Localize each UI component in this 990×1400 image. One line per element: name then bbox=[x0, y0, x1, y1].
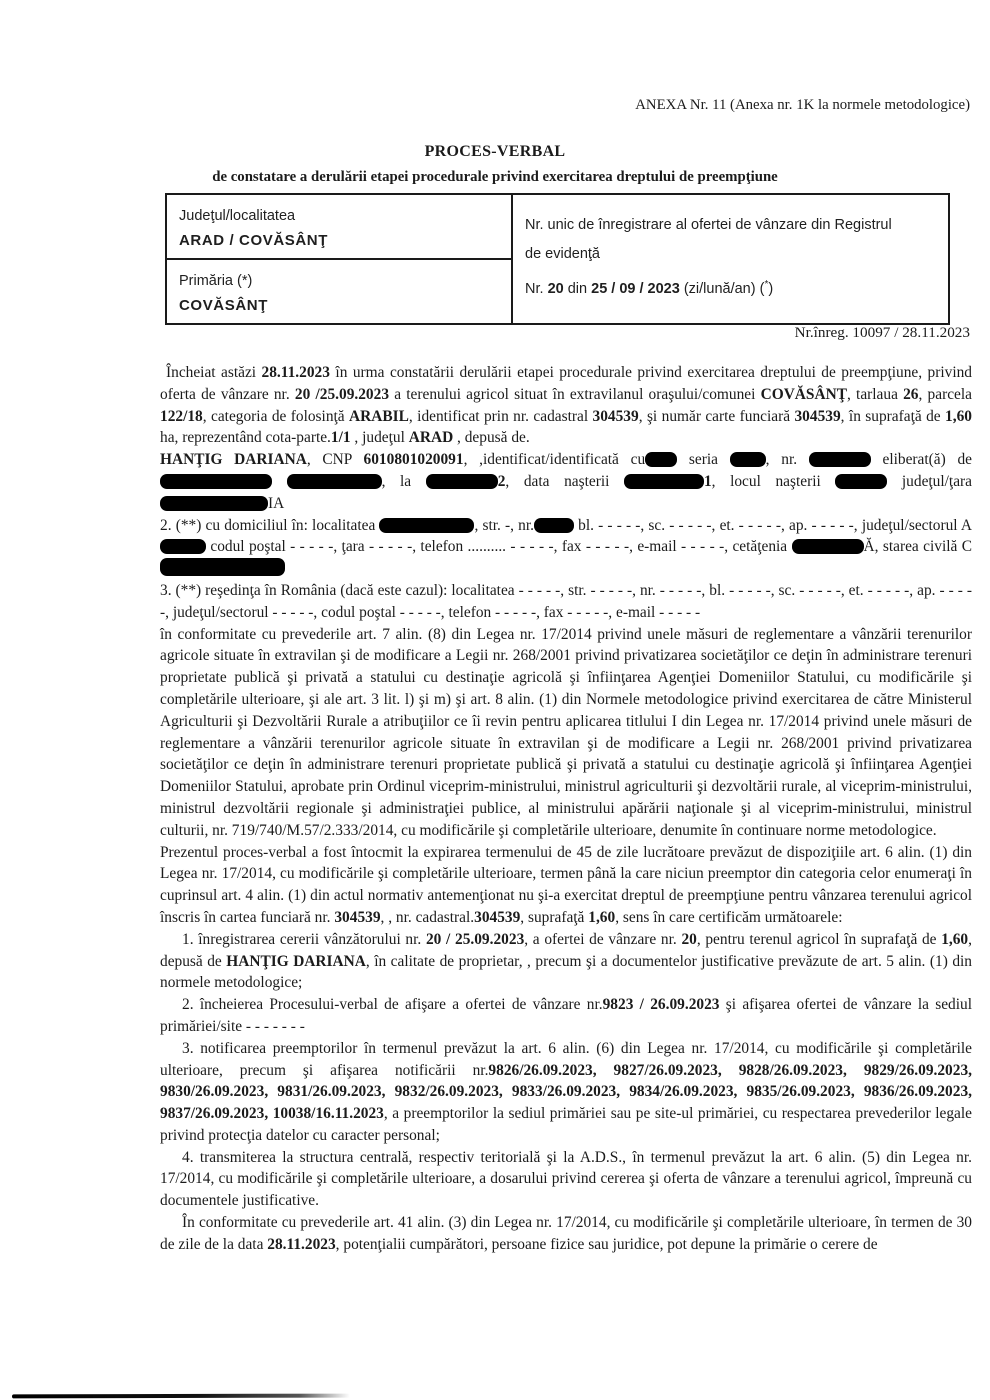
text: 2. (**) cu domiciliul în: localitatea bbox=[160, 516, 380, 534]
bold-text: 122/18 bbox=[160, 407, 203, 425]
bold-text: 304539 bbox=[592, 407, 639, 425]
text: , în calitate de proprietar, , precum şi a documentelor justificative prevăzute de art. 5 alin. (1) din normele metodologice; bbox=[160, 952, 973, 992]
paragraph bbox=[160, 624, 972, 842]
redaction-bar bbox=[160, 496, 268, 511]
redaction-bar bbox=[792, 539, 864, 554]
bold-text: 6010801020091 bbox=[363, 451, 464, 469]
bold-text: ARABIL bbox=[349, 407, 409, 425]
bold-text: ARAD bbox=[408, 429, 454, 447]
text: şi afişarea ofertei de vânzare la sediul primăriei/site - - - - - - - bbox=[160, 996, 972, 1035]
bold-text: 26 bbox=[903, 385, 919, 403]
cityhall-label: Primăria (*) bbox=[179, 273, 253, 289]
text: în conformitate cu prevederile art. 7 alin. (8) din Legea nr. 17/2014 privind unele măsuri de reglementare a vânzării terenurilor agricole situate în extravilan şi de modificare a Legii nr. 268/2001 privind privatizarea societăţilor ce deţin în administrare terenuri proprietate publică şi privată a statului cu destinaţie agricolă şi înfiinţarea Agenţiei Domeniilor Statului, cu modificările şi completările ulterioare, şi ale art. 3 lit. l) şi m) şi art. 8 alin. (1) din Normele metodologice privind exercitarea de către Ministerul Agriculturii şi Dezvoltării Rurale a atribuţiilor ce îi revin pentru aplicarea titlului I din Legea nr. 17/2014 privind unele măsuri de reglementare a vânzării terenurilor agricole situate în extravilan şi de modificare a Legii nr. 268/2001 privind privatizarea societăţilor ce deţin în administrare terenuri proprietate publică şi privată a statului cu destinaţie agricolă şi înfiinţarea Agenţiei Domeniilor Statului, aprobate prin Ordinul viceprim-ministrului, ministrul agriculturii şi dezvoltării rurale, al viceprim-ministrului, ministrul dezvoltării regionale şi administraţiei publice, al ministrului apărării naţionale şi al viceprim-ministrului, ministrul culturii, nr. 719/740/M.57/2.333/2014, cu modificările şi completările ulterioare, denumite în continuare norme metodologice. bbox=[160, 625, 972, 839]
text: eliberat(ă) de bbox=[870, 451, 973, 469]
bold-text: 2 bbox=[497, 472, 506, 490]
text: , parcela bbox=[918, 385, 972, 403]
bold-text: 20 bbox=[681, 930, 697, 948]
text: Nr. bbox=[525, 280, 548, 297]
document-subtitle: de constatare a derulării etapei procedurale privind exercitarea dreptului de preempţiune bbox=[212, 169, 778, 185]
bold-text: 1,60 bbox=[588, 908, 616, 926]
redaction-bar bbox=[426, 474, 498, 489]
text: , str. -, nr. bbox=[474, 516, 534, 534]
text: , suprafaţă bbox=[520, 908, 589, 926]
redaction-bar bbox=[379, 518, 474, 533]
text: în urma constatării derulării etapei procedurale privind exercitarea dreptului de preempţiune, privind oferta de vânzare nr. bbox=[160, 364, 972, 403]
paragraph bbox=[160, 449, 972, 514]
text: , identificat prin nr. cadastral bbox=[408, 407, 593, 425]
redaction-bar bbox=[624, 474, 704, 489]
offer-registration-label: Nr. unic de înregistrare al ofertei de vânzare din Registrul de evidenţă bbox=[525, 217, 892, 262]
scan-artifact-line bbox=[12, 1394, 350, 1399]
county-cell bbox=[166, 194, 512, 259]
bold-text: 20 / 25.09.2023 bbox=[425, 930, 525, 948]
redaction-bar bbox=[287, 474, 382, 489]
text: 3. (**) reşedinţa în România (dacă este cazul): localitatea - - - - -, str. - - - - -, nr. - - - - -, bl. - - - - -, sc. - - - - -, et. - - - - -, ap. - - - - -, judeţul/sectorul - - - - -, codul poştal - - - - -, telefon - - - - -, fax - - - - -, e-mail - - - - - bbox=[160, 581, 972, 621]
text: a terenului agricol situat în extravilanul oraşului/comunei bbox=[389, 385, 761, 403]
text bbox=[272, 473, 287, 490]
redaction-bar bbox=[730, 452, 766, 467]
text: , pentru terenul agricol în suprafaţă de bbox=[696, 930, 942, 948]
text: 3. notificarea preemptorilor în termenul prevăzut la art. 6 alin. (6) din Legea nr. 17/2014, cu modificările şi completările ulterioare, precum şi afişarea notificării nr. bbox=[160, 1039, 972, 1079]
bold-text: HANŢIG DARIANA bbox=[226, 952, 366, 970]
text: judeţul/ţara bbox=[887, 472, 972, 490]
text: Încheiat astăzi bbox=[166, 364, 262, 381]
paragraph bbox=[160, 1038, 972, 1147]
bold-text: 25 / 09 / 2023 bbox=[591, 280, 680, 297]
text: Ă, starea civilă C bbox=[863, 538, 973, 556]
paragraph bbox=[160, 515, 972, 580]
bold-text: 9826/26.09.2023, 9827/26.09.2023, 9828/26.09.2023, 9829/26.09.2023, 9830/26.09.2023, 9831/26.09.2023, 9832/26.09.2023, 9833/26.09.2023, 9834/26.09.2023, 9835/26.09.2023, 9836/26.09.2023, 9837/26.09.2023, 10038/16.11.2023 bbox=[160, 1061, 972, 1123]
text: Prezentul proces-verbal a fost întocmit la expirarea termenului de 45 de zile lucrătoare prevăzut de dispoziţiile art. 6 alin. (1) din Legea nr. 17/2014, cu modificările şi completările ulterioare, termen până la care niciun preemptor din categoria celor enumeraţi în cuprinsul art. 4 alin. (1) din actul normativ antemenţionat nu şi-a exercitat dreptul de preempţiune pentru vânzarea terenului agricol înscris în cartea funciară nr. bbox=[160, 843, 972, 926]
text: , , nr. cadastral. bbox=[380, 908, 475, 926]
text: , tarlaua bbox=[846, 385, 904, 403]
text: din bbox=[563, 280, 592, 297]
text: , CNP bbox=[306, 451, 364, 469]
bold-text: 1,60 bbox=[941, 930, 969, 948]
cityhall-value: COVĂSÂNŢ bbox=[179, 297, 268, 314]
redaction-bar bbox=[160, 558, 285, 576]
bold-text: 1/1 bbox=[330, 429, 351, 447]
text: IA bbox=[268, 494, 285, 512]
text: , data naşterii bbox=[505, 472, 624, 490]
paragraph bbox=[160, 994, 972, 1038]
text: În conformitate cu prevederile art. 41 alin. (3) din Legea nr. 17/2014, cu modificările şi completările ulterioare, în termen de 30 de zile de la data bbox=[160, 1214, 972, 1253]
text: bl. - - - - -, sc. - - - - -, et. - - - - -, ap. - - - - -, judeţul/sectorul A bbox=[573, 516, 972, 534]
bold-text: 304539 bbox=[794, 407, 841, 425]
paragraph bbox=[160, 1147, 972, 1212]
redaction-bar bbox=[160, 474, 272, 489]
text: 4. transmiterea la structura centrală, respectiv teritorială şi la A.D.S., în termenul prevăzut la art. 6 alin. (5) din Legea nr. 17/2014, cu modificările şi completările ulterioare, a dosarului privind cererea şi oferta de vânzare a terenului agricol, împreună cu documentele justificative. bbox=[160, 1148, 972, 1210]
bold-text: 304539 bbox=[334, 908, 381, 926]
document-title: PROCES-VERBAL bbox=[424, 143, 566, 160]
text: 2. încheierea Procesului-verbal de afişare a ofertei de vânzare nr. bbox=[182, 996, 603, 1014]
text: , a preemptorilor la sediul primăriei sau pe site-ul primăriei, cu respectarea prevederilor legale privind protecţia datelor cu caracter personal; bbox=[160, 1105, 972, 1144]
text: , depusă de bbox=[160, 930, 972, 970]
text: * bbox=[764, 279, 769, 290]
text: 1. înregistrarea cererii vânzătorului nr. bbox=[182, 930, 426, 948]
paragraph bbox=[160, 1212, 972, 1256]
bold-text: 304539 bbox=[474, 908, 521, 926]
text: codul poştal - - - - -, ţara - - - - -, telefon .......... - - - - -, fax - - - - -, e-mail - - - - -, cetăţenia bbox=[206, 538, 792, 556]
redaction-bar bbox=[809, 452, 871, 467]
text: , ,identificat/identificată cu bbox=[463, 451, 646, 469]
text: , locul naşterii bbox=[711, 472, 836, 490]
text: , judeţul bbox=[350, 429, 409, 447]
text: , sens în care certificăm următoarele: bbox=[615, 908, 843, 926]
anexa-note: ANEXA Nr. 11 (Anexa nr. 1K la normele metodologice) bbox=[635, 97, 970, 113]
paragraph bbox=[160, 842, 972, 929]
paragraph bbox=[160, 362, 972, 449]
bold-text: HANŢIG DARIANA bbox=[160, 451, 307, 469]
text: , a ofertei de vânzare nr. bbox=[524, 930, 682, 948]
paragraph bbox=[160, 580, 972, 624]
bold-text: COVĂSÂNŢ bbox=[760, 385, 847, 403]
text: , depusă de. bbox=[453, 429, 530, 447]
redaction-bar bbox=[835, 474, 887, 489]
text: seria bbox=[677, 451, 730, 469]
bold-text: 28.11.2023 bbox=[261, 364, 330, 381]
registration-table bbox=[165, 193, 950, 325]
bold-text: 20 bbox=[547, 280, 564, 297]
offer-registration-cell bbox=[512, 194, 949, 324]
registration-number: Nr.înreg. 10097 / 28.11.2023 bbox=[794, 324, 970, 341]
bold-text: 1,60 bbox=[945, 407, 972, 425]
cityhall-cell bbox=[166, 259, 512, 324]
redaction-bar bbox=[534, 518, 574, 533]
redaction-bar bbox=[645, 452, 677, 467]
paragraph bbox=[160, 929, 972, 994]
county-label: Judeţul/localitatea bbox=[179, 208, 296, 224]
text: , nr. bbox=[765, 451, 809, 469]
text: , potenţialii cumpărători, persoane fizice sau juridice, pot depune la primărie o cerere de bbox=[335, 1235, 878, 1253]
bold-text: 1 bbox=[703, 472, 712, 490]
county-value: ARAD / COVĂSÂNŢ bbox=[179, 232, 329, 249]
text: , categoria de folosinţă bbox=[202, 407, 350, 425]
bold-text: 9823 / 26.09.2023 bbox=[602, 996, 720, 1014]
text: ) bbox=[768, 280, 774, 297]
offer-registration-number bbox=[525, 270, 908, 304]
text: (zi/lună/an) ( bbox=[679, 280, 765, 297]
text: ha, reprezentând cota-parte. bbox=[160, 429, 331, 447]
bold-text: 28.11.2023 bbox=[267, 1235, 336, 1253]
text: , la bbox=[381, 472, 426, 490]
text: , şi număr carte funciară bbox=[638, 407, 795, 425]
document-body bbox=[160, 362, 972, 1256]
redaction-bar bbox=[160, 539, 206, 554]
text: , în suprafaţă de bbox=[840, 407, 946, 425]
bold-text: 20 /25.09.2023 bbox=[294, 385, 390, 403]
